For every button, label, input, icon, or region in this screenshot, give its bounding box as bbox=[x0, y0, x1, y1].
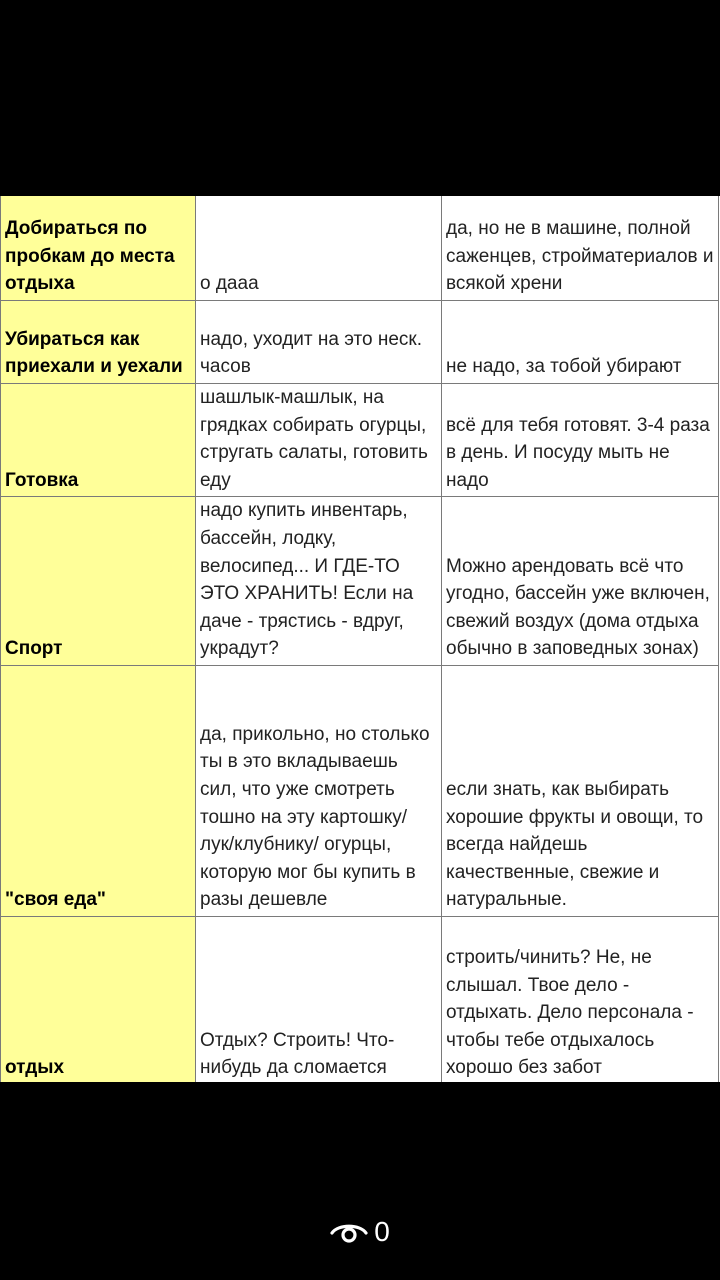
table-row bbox=[1, 196, 719, 301]
row-header-cell: отдых bbox=[1, 916, 196, 1082]
table-row bbox=[1, 384, 719, 497]
row-header-cell: Готовка bbox=[1, 384, 196, 497]
comparison-table bbox=[0, 196, 719, 1082]
eye-icon bbox=[330, 1218, 368, 1246]
table-row bbox=[1, 665, 719, 916]
resort-cell: да, но не в машине, полной саженцев, стройматериалов и всякой хрени bbox=[442, 196, 719, 301]
table-row bbox=[1, 916, 719, 1082]
views-count: 0 bbox=[374, 1216, 390, 1247]
table-image bbox=[0, 196, 720, 1082]
dacha-cell: о дааа bbox=[196, 196, 442, 301]
dacha-cell: да, прикольно, но столько ты в это вкладываешь сил, что уже смотреть тошно на эту картошку/лук/клубнику/ огурцы, которую мог бы купить в разы дешевле bbox=[196, 665, 442, 916]
dacha-cell: шашлык-машлык, на грядках собирать огурцы, стругать салаты, готовить еду bbox=[196, 384, 442, 497]
row-header-cell: Добираться по пробкам до места отдыха bbox=[1, 196, 196, 301]
views-counter[interactable] bbox=[0, 1210, 720, 1254]
resort-cell: Можно арендовать всё что угодно, бассейн уже включен, свежий воздух (дома отдыха обычно в заповедных зонах) bbox=[442, 497, 719, 666]
row-header-cell: "своя еда" bbox=[1, 665, 196, 916]
dacha-cell: надо купить инвентарь, бассейн, лодку, велосипед... И ГДЕ-ТО ЭТО ХРАНИТЬ! Если на даче - трястись - вдруг, украдут? bbox=[196, 497, 442, 666]
dacha-cell: Отдых? Строить! Что-нибудь да сломается bbox=[196, 916, 442, 1082]
table-row bbox=[1, 497, 719, 666]
resort-cell: не надо, за тобой убирают bbox=[442, 301, 719, 384]
row-header-cell: Убираться как приехали и уехали bbox=[1, 301, 196, 384]
resort-cell: всё для тебя готовят. 3-4 раза в день. И посуду мыть не надо bbox=[442, 384, 719, 497]
row-header-cell: Спорт bbox=[1, 497, 196, 666]
resort-cell: строить/чинить? Не, не слышал. Твое дело - отдыхать. Дело персонала - чтобы тебе отдыхалось хорошо без забот bbox=[442, 916, 719, 1082]
resort-cell: если знать, как выбирать хорошие фрукты и овощи, то всегда найдешь качественные, свежие и натуральные. bbox=[442, 665, 719, 916]
table-row bbox=[1, 301, 719, 384]
dacha-cell: надо, уходит на это неск. часов bbox=[196, 301, 442, 384]
